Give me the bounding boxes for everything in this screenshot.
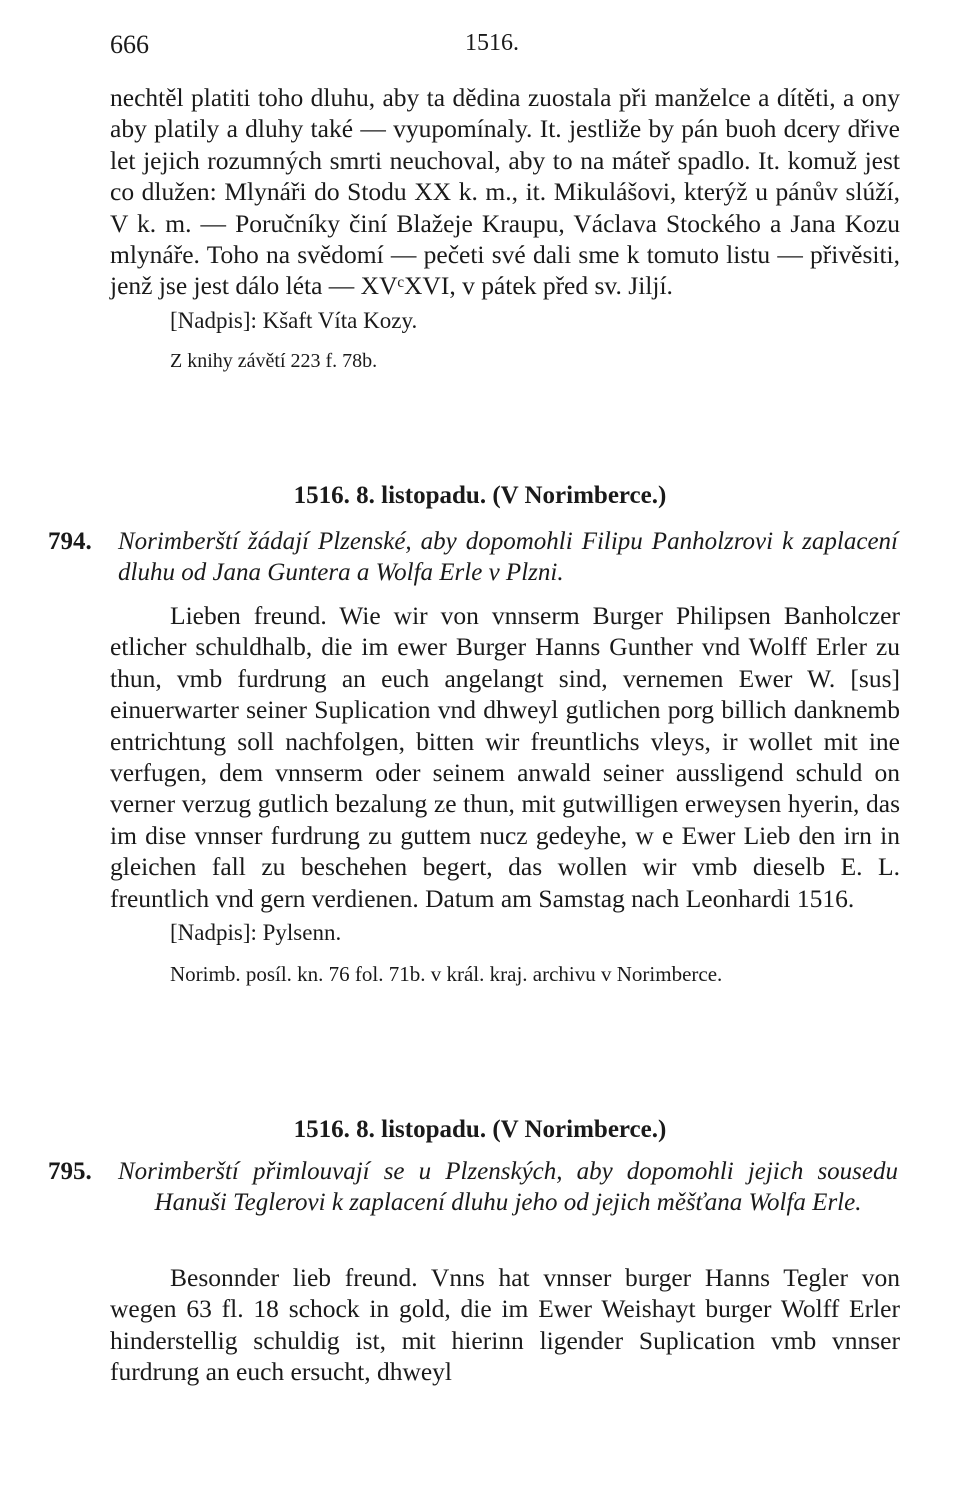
entry-795-regest: Norimberští přimlouvají se u Plzenských, aby dopomohli jejich sousedu Hanuši Teglerovi k zaplacení dluhu jeho od jejich měšťana Wolfa Erle. [118, 1158, 898, 1216]
continuation-source: Z knihy závětí 223 f. 78b. [170, 349, 378, 372]
entry-794-number: 794. [48, 528, 92, 555]
entry-794-regest: Norimberští žádají Plzenské, aby dopomohli Filipu Panholzrovi k zaplacení dluhu od Jana Guntera a Wolfa Erle v Plzni. [118, 528, 898, 586]
running-year: 1516. [465, 30, 519, 56]
entry-795-number: 795. [48, 1158, 92, 1185]
page-header [110, 30, 900, 70]
entry-794-body [110, 600, 900, 988]
page-number: 666 [110, 30, 149, 59]
entry-794-caption: [Nadpis]: Pylsenn. [170, 920, 342, 946]
continuation-caption: [Nadpis]: Kšaft Víta Kozy. [170, 307, 418, 333]
entry-795-body [110, 1262, 900, 1388]
continuation-section [110, 82, 900, 376]
entry-795-date-heading: 1516. 8. listopadu. (V Norimberce.) [293, 1116, 667, 1143]
entry-794-date-heading: 1516. 8. listopadu. (V Norimberce.) [293, 482, 667, 509]
entry-794-text: Lieben freund. Wie wir von vnnserm Burger Philipsen Banholczer etlicher schuldhalb, die im ewer Burger Hanns Gunther vnd Wolff Erler zu thun, vmb furdrung an euch angelangt sind, vernemen Ewer W. [sus] einuerwarter seiner Suplication vnd dhweyl gutlichen porg billich danknemb entrichtung soll nachfolgen, bitten wir freuntlichs vleys, ir wollet mit ine verfugen, dem vnnserm oder seinem anwald seiner aussligend schuld on verner verzug gutlich bezalung ze thun, mit gutwilligen erweysen hyerin, das im dise vnnser furdrung zu guttem nucz gedeyhe, w e Ewer Lieb den irn in gleichen fall zu beschehen begert, das wollen wir vmb dieselb E. L. freuntlich vnd gern verdienen. Datum am Samstag nach Leonhardi 1516. [110, 601, 900, 913]
entry-795-text: Besonnder lieb freund. Vnns hat vnnser burger Hanns Tegler von wegen 63 fl. 18 schock in gold, die im Ewer Weishayt burger Wolff Erler hinderstellig schuldig ist, mit hierinn ligender Suplication vmb vnnser furdrung an euch ersucht, dhweyl [110, 1263, 900, 1387]
continuation-text: nechtěl platiti toho dluhu, aby ta dědina zuostala při manželce a dítěti, a ony aby platily a dluhy také — vyupomínaly. It. jestliže by pán buoh dcery dřive let jejich rozumných smrti neuchoval, aby to na máteř spadlo. It. komuž jest co dlužen: Mlynáři do Stodu XX k. m., it. Mikulášovi, kterýž u pánův slúží, V k. m. — Poručníky činí Blažeje Kraupu, Václava Stockého a Jana Kozu mlynáře. Toho na svědomí — pečeti své dali sme k tomuto listu — přivěsiti, jenž jse jest dálo léta — XVᶜXVI, v pátek před sv. Jiljí. [110, 83, 900, 301]
entry-794-source: Norimb. posíl. kn. 76 fol. 71b. v král. kraj. archivu v Norimberce. [170, 962, 723, 987]
